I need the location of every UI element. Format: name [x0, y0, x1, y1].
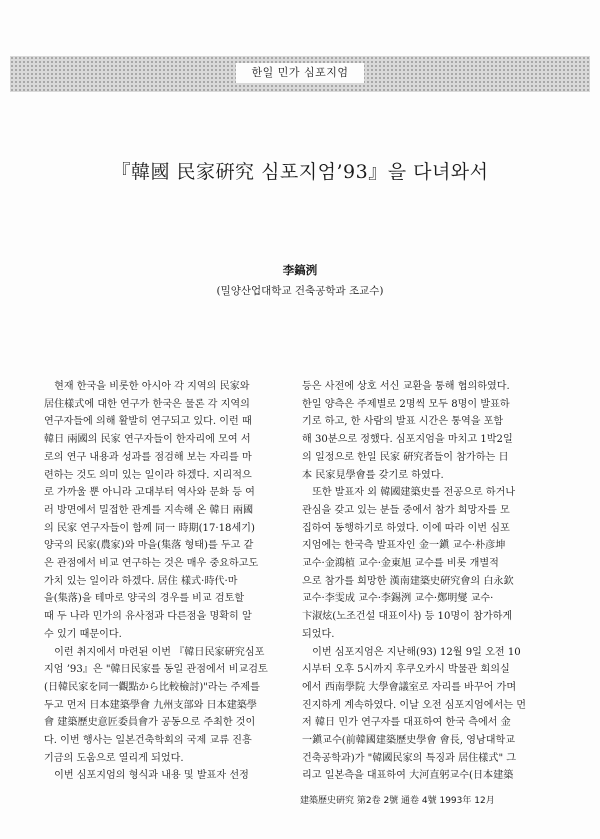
text-line: 수 있기 때문이다.	[44, 628, 122, 640]
text-line: 해 30분으로 정했다. 심포지엄을 마치고 1박2일	[302, 434, 513, 446]
text-line: 會 建築歷史意匠委員會가 공동으로 주최한 것이	[44, 717, 256, 729]
text-line: 韓日 兩國의 民家 연구자들이 한자리에 모여 서	[44, 434, 251, 446]
text-line: 교수·李雯成 교수·李錫洌 교수·鄭明燮 교수·	[302, 593, 494, 605]
text-line: 한일 양측은 주제별로 2명씩 모두 8명이 발표하	[302, 398, 510, 410]
text-line: 다. 이번 행사는 일본건축학회의 국제 교류 진흥	[44, 735, 252, 747]
text-line: 으로 참가를 희망한 漢南建築史硏究會의 白永欽	[302, 575, 514, 587]
text-line: 기금의 도움으로 열리게 되었다.	[44, 752, 184, 764]
body-column-right	[302, 378, 564, 785]
text-line: 되었다.	[302, 628, 335, 640]
section-label: 한일 민가 심포지엄	[236, 63, 364, 83]
text-line: 때 두 나라 민가의 유사점과 다른점을 명확히 알	[44, 611, 252, 623]
text-line: 의 일정으로 한일 民家 硏究者들이 참가하는 日	[302, 451, 509, 463]
text-line: 시부터 오후 5시까지 후쿠오카시 박물관 회의실	[302, 664, 510, 676]
journal-footer: 建築歷史硏究 第2卷 2號 通卷 4號 1993年 12月	[300, 796, 495, 806]
text-line: 에서 西南學院 大學會議室로 자리를 바꾸어 가며	[302, 681, 517, 693]
text-line: 이런 취지에서 마련된 이번 『韓日民家硏究심포	[44, 646, 265, 658]
author-name: 李鎬洌	[282, 263, 318, 277]
text-line: 양국의 民家(農家)와 마을(集落 형태)를 두고 같	[44, 540, 254, 552]
text-line: 기로 하고, 한 사람의 발표 시간은 통역을 포함	[302, 416, 504, 428]
text-line: 一鎭교수(前韓國建築歷史學會 會長, 영남대학교	[302, 735, 516, 747]
text-line: 두고 먼저 日本建築學會 九州支部와 日本建築學	[44, 699, 257, 711]
text-line: 이번 심포지엄은 지난해(93) 12월 9일 오전 10	[302, 646, 521, 658]
text-line: 연구자들에 의해 활발히 연구되고 있다. 이런 때	[44, 416, 252, 428]
text-line: 등은 사전에 상호 서신 교환을 통해 협의하였다.	[302, 381, 510, 392]
text-line: 관심을 갖고 있는 분들 중에서 참가 희망자를 모	[302, 504, 510, 516]
text-line: 교수·金鴻植 교수·金東旭 교수를 비롯 개별적	[302, 558, 499, 570]
text-line: 本 民家見學會를 갖기로 하였다.	[302, 469, 444, 481]
text-line: 가치 있는 일이라 하겠다. 居住 樣式·時代·마	[44, 575, 238, 587]
text-line: 卞淑炫(노조건설 대표이사) 등 10명이 참가하게	[302, 611, 513, 623]
text-line: 련하는 것도 의미 있는 일이라 하겠다. 지리적으	[44, 469, 252, 481]
text-line: 居住樣式에 대한 연구가 한국은 물론 각 지역의	[44, 398, 250, 410]
text-line: 이번 심포지엄의 형식과 내용 및 발표자 선정	[44, 770, 249, 782]
text-line: 지엄에는 한국측 발표자인 金一鎭 교수·朴彦坤	[302, 540, 506, 552]
text-line: 러 방면에서 밀접한 관계를 지속해 온 韓日 兩國	[44, 504, 254, 516]
text-line: (日韓民家を同一觀點から比較檢討)"라는 주제를	[44, 681, 260, 693]
text-line: 진지하게 계속하였다. 이날 오전 심포지엄에서는 먼	[302, 699, 527, 711]
body-column-left	[44, 378, 308, 785]
text-line: 로의 연구 내용과 성과를 점검해 보는 자리를 마	[44, 451, 252, 463]
article-title: 『韓國 民家硏究 심포지엄’93』을 다녀와서	[111, 161, 489, 183]
text-line: 은 관점에서 비교 연구하는 것은 매우 중요하고도	[44, 558, 259, 570]
text-line: 현재 한국을 비롯한 아시아 각 지역의 民家와	[44, 381, 250, 392]
text-line: 건축공학과)가 "韓國民家의 특징과 居住樣式" 그	[302, 752, 517, 764]
author-affiliation: (밀양산업대학교 건축공학과 조교수)	[216, 285, 384, 297]
text-line: 을(集落)을 테마로 양국의 경우를 비교 검토할	[44, 593, 245, 605]
text-line: 또한 발표자 외 韓國建築史를 전공으로 하거나	[302, 487, 516, 499]
text-line: 저 韓日 민가 연구자를 대표하여 한국 측에서 金	[302, 717, 511, 729]
text-line: 의 民家 연구자들이 함께 同一 時期(17·18세기)	[44, 522, 255, 534]
text-line: 집하여 동행하기로 하였다. 이에 따라 이번 심포	[302, 522, 510, 534]
text-line: 지엄 ’93』은 "韓日民家를 동일 관점에서 비교검토	[44, 664, 268, 676]
text-line: 로 가까울 뿐 아니라 고대부터 역사와 문화 등 여	[44, 487, 255, 499]
text-line: 리고 일본측을 대표하여 大河直躬교수(日本建築	[302, 770, 514, 782]
